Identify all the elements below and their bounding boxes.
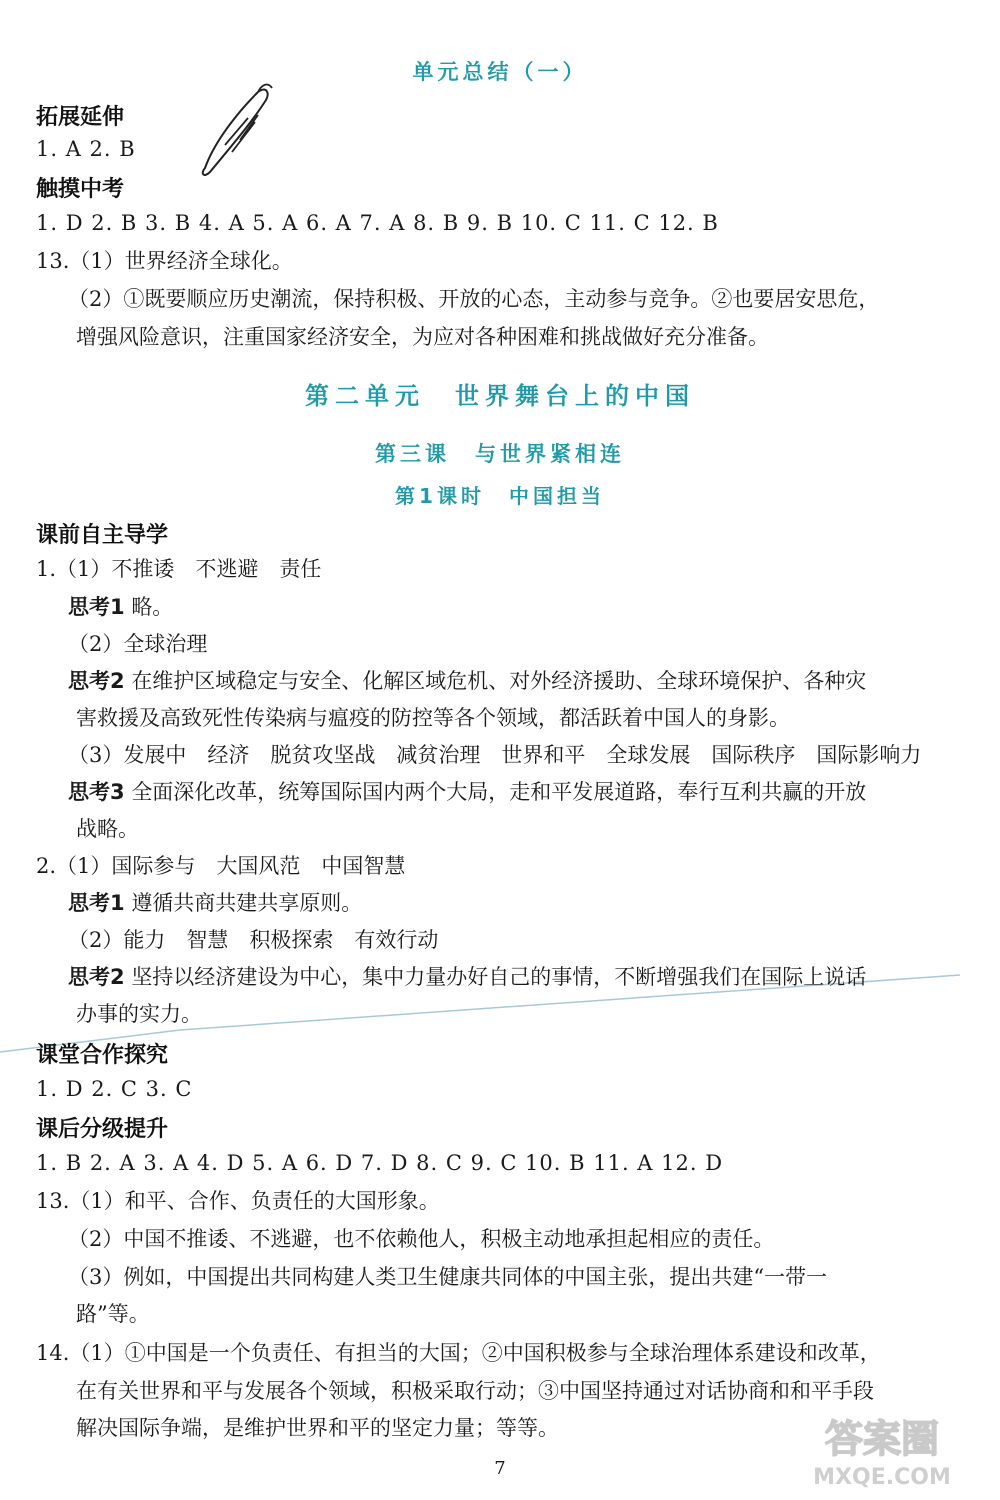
unit2-title: 第二单元 世界舞台上的中国 (305, 382, 695, 410)
p1-item3: （3）发展中 经济 脱贫攻坚战 减贫治理 世界和平 全球发展 国际秩序 国际影响力 (68, 743, 922, 767)
a13-part3-line1: （3）例如，中国提出共同构建人类卫生健康共同体的中国主张，提出共建“一带一 (68, 1265, 828, 1289)
p2-item1: 2.（1）国际参与 大国风范 中国智慧 (36, 854, 406, 878)
watermark-text: MXQE.COM (813, 1465, 951, 1490)
think-label: 思考2 (68, 965, 125, 989)
think-label: 思考1 (68, 595, 125, 619)
q13-part2-line2: 增强风险意识，注重国家经济安全，为应对各种困难和挑战做好充分准备。 (76, 325, 769, 349)
think-text: 遵循共商共建共享原则。 (131, 891, 363, 915)
exam-answers: 1. D 2. B 3. B 4. A 5. A 6. A 7. A 8. B 9. B 10. C 11. C 12. B (36, 211, 719, 235)
p1-think2-line1 (68, 666, 866, 696)
exam-heading: 触摸中考 (36, 177, 125, 202)
a14-part1-line3: 解决国际争端，是维护世界和平的坚定力量；等等。 (76, 1416, 559, 1440)
watermark-logo (782, 1410, 982, 1490)
p2-item2: （2）能力 智慧 积极探索 有效行动 (68, 928, 439, 952)
a13-part2: （2）中国不推诿、不逃避，也不依赖他人，积极主动地承担起相应的责任。 (68, 1227, 775, 1251)
a13-part3-line2: 路”等。 (76, 1302, 150, 1326)
p1-think3-line2: 战略。 (76, 817, 139, 841)
extend-heading: 拓展延伸 (36, 105, 125, 130)
p2-think2-line2: 办事的实力。 (76, 1002, 202, 1026)
p2-think2-line1 (68, 962, 866, 992)
p1-think2-line2: 害救援及高致死性传染病与瘟疫的防控等各个领域，都活跃着中国人的身影。 (76, 706, 790, 730)
think-label: 思考1 (68, 891, 125, 915)
after-answers: 1. B 2. A 3. A 4. D 5. A 6. D 7. D 8. C 9. C 10. B 11. A 12. D (36, 1151, 724, 1175)
think-label: 思考3 (68, 780, 125, 804)
p2-think1 (68, 888, 362, 918)
extend-answers: 1. A 2. B (36, 137, 136, 161)
lesson-title: 第三课 与世界紧相连 (375, 442, 625, 466)
p1-think1 (68, 592, 173, 622)
q13-part1: 13.（1）世界经济全球化。 (36, 249, 293, 273)
think-label: 思考2 (68, 669, 125, 693)
p1-item2: （2）全球治理 (68, 632, 208, 656)
a14-part1-line2: 在有关世界和平与发展各个领域，积极采取行动；③中国坚持通过对话协商和和平手段 (76, 1379, 874, 1403)
class-heading: 课堂合作探究 (36, 1043, 169, 1068)
p1-item1: 1.（1）不推诿 不逃避 责任 (36, 557, 322, 581)
pre-study-heading: 课前自主导学 (36, 523, 169, 548)
period-title: 第1课时 中国担当 (395, 484, 605, 508)
page-number: 7 (494, 1458, 506, 1479)
p1-think3-line1 (68, 777, 866, 807)
a14-part1-line1: 14.（1）①中国是一个负责任、有担当的大国；②中国积极参与全球治理体系建设和改革， (36, 1341, 881, 1365)
think-text: 略。 (131, 595, 174, 619)
after-heading: 课后分级提升 (36, 1117, 169, 1142)
think-text: 在维护区域稳定与安全、化解区域危机、对外经济援助、全球环境保护、各种灾 (131, 669, 867, 693)
watermark-logo-text: 答案圈 (824, 1417, 940, 1461)
a13-part1: 13.（1）和平、合作、负责任的大国形象。 (36, 1189, 440, 1213)
think-text: 坚持以经济建设为中心，集中力量办好自己的事情，不断增强我们在国际上说话 (131, 965, 867, 989)
class-answers: 1. D 2. C 3. C (36, 1077, 193, 1101)
q13-part2-line1: （2）①既要顺应历史潮流，保持积极、开放的心态，主动参与竞争。②也要居安思危， (68, 287, 880, 311)
unit-summary-title: 单元总结（一） (412, 60, 588, 84)
think-text: 全面深化改革，统筹国际国内两个大局，走和平发展道路，奉行互利共赢的开放 (131, 780, 867, 804)
